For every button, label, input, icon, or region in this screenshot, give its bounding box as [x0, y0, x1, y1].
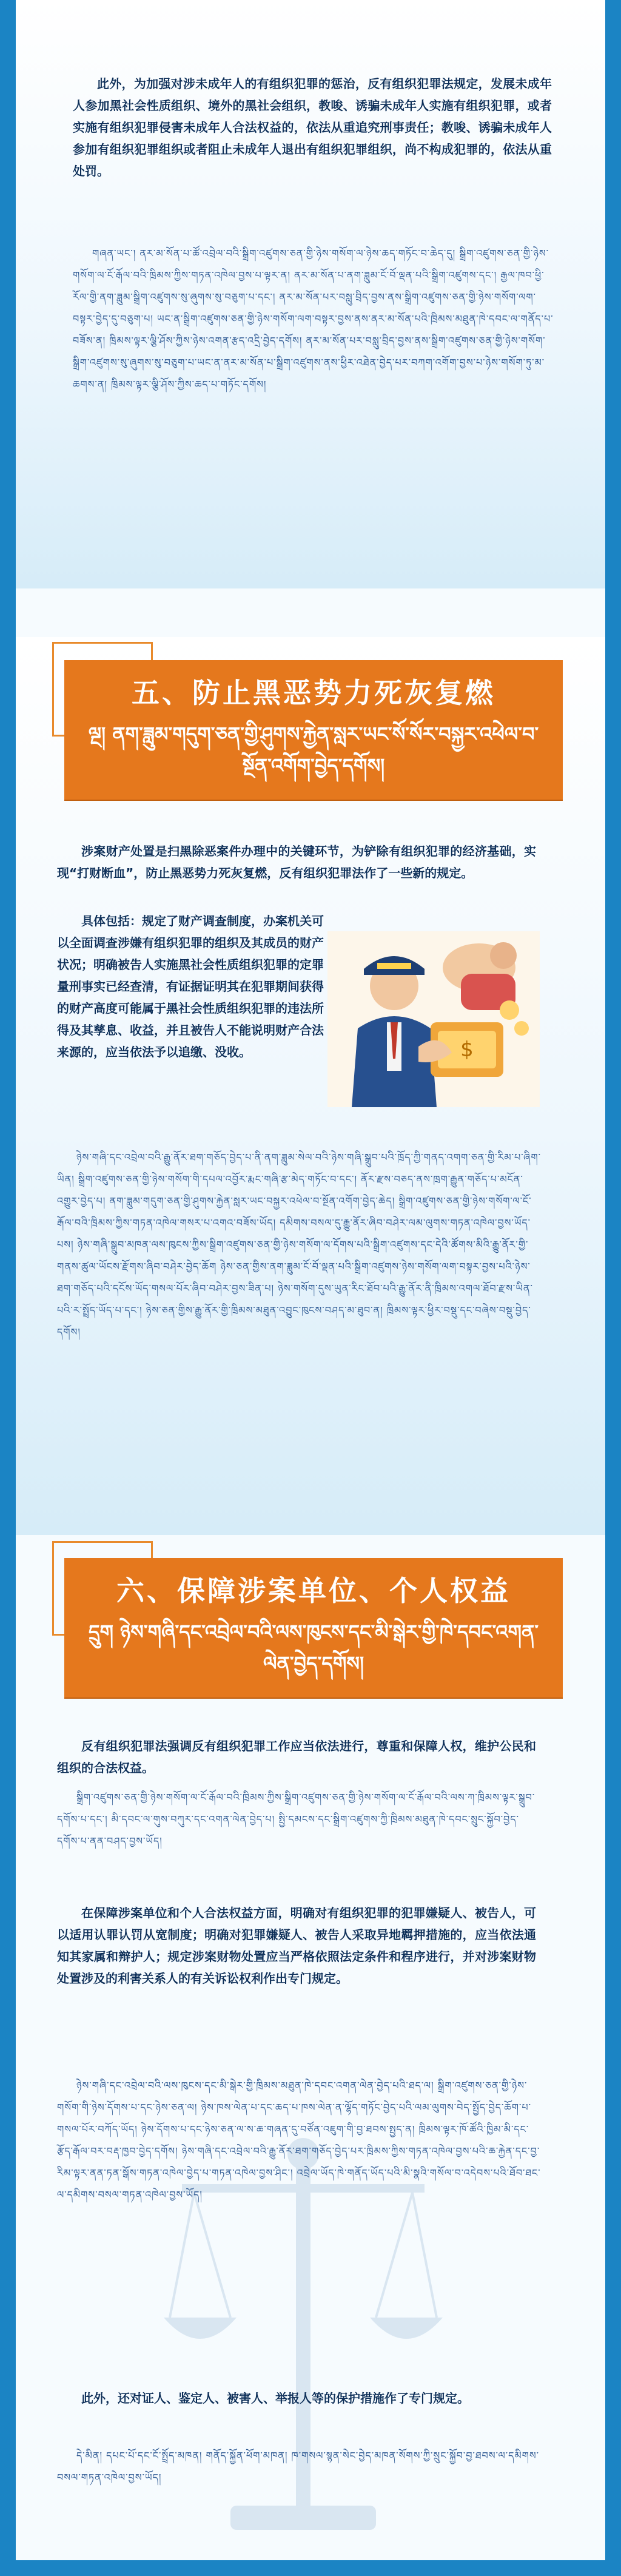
section5-title-zh-front: 五、防止黑恶势力死灰复燃 — [132, 676, 495, 709]
svg-text:$: $ — [460, 1037, 474, 1062]
section5-zh-para1: 涉案财产处置是扫黑除恶案件办理中的关键环节，为铲除有组织犯罪的经济基础，实现“打财断血”，防止黑恶势力死灰复燃，反有组织犯罪法作了一些新的规定。 — [57, 844, 536, 880]
section5-bo-paragraph: ཉེས་གཞི་དང་འབྲེལ་བའི་རྒྱུ་ནོར་ཐག་གཅོད་བྱེད་པ་ནི་ནག་ཟླུམ་སེལ་བའི་ཉེས་གཞི་སྒྲུབ་པའི་ཁྲོད་ཀྱི་གནད་འགག་ཅན་གྱི་རིམ་པ་ཞིག་ཡིན། སྒྲིག་འཛུགས་ཅན་གྱི་ཉེས་གསོག་གི་དཔལ་འབྱོར་རྨང་གཞི་རྩ་མེད་གཏོང་བ་དང་། ནོར་རྫས་བཅད་ནས་ཁྲག་རྒྱུན་གཅོད་པ་མངོན་འགྱུར་བྱེད་པ། ནག་ཟླུམ་གདུག་ཅན་གྱི་ཤུགས་རྐྱེན་སླར་ཡང་བསྐྱར་འཕེལ་བ་སྔོན་འགོག་བྱེད་ཆེད། སྒྲིག་འཛུགས་ཅན་གྱི་ཉེས་གསོག་ལ་ངོ་རྒོལ་བའི་ཁྲིམས་ཀྱིས་གཏན་འཁེལ་གསར་པ་འགའ་བཟོས་ཡོད། དམིགས་བསལ་དུ་རྒྱུ་ནོར་ཞིབ་བཤེར་ལམ་ལུགས་གཏན་འཁེལ་བྱས་ཡོད་པས། ཉེས་གཞི་སྒྲུབ་མཁན་ལས་ཁུངས་ཀྱིས་སྒྲིག་འཛུགས་ཅན་གྱི་ཉེས་གསོག་ལ་དོགས་པའི་སྒྲིག་འཛུགས་དང་དེའི་ཚོགས་མིའི་རྒྱུ་ནོར་གྱི་གནས་ཚུལ་ཡོངས་རྫོགས་ཞིབ་བཤེར་བྱེད་ཆོག ཉེས་ཅན་གྱིས་ནག་ཟླུམ་ངོ་བོ་ལྡན་པའི་སྒྲིག་འཛུགས་ཉེས་གསོག་ལག་བསྟར་བྱས་པའི་ཉེས་ཐག་གཅོད་པའི་དངོས་ཡོད་གསལ་པོར་ཞིབ་བཤེར་བྱས་ཟིན་པ། ཉེས་གསོག་དུས་ཡུན་རིང་ཐོབ་པའི་རྒྱུ་ནོར་ནི་ཁྲིམས་འགལ་ཐོབ་རྫས་ཡིན་པའི་ར་སྤྲོད་ཡོད་པ་དང་། ཉེས་ཅན་གྱིས་རྒྱུ་ནོར་གྱི་ཁྲིམས་མཐུན་འབྱུང་ཁུངས་བཤད་མ་ཐུབ་ན། ཁྲིམས་ལྟར་ཕྱིར་བསྡུ་དང་བཞེས་བསྡུ་བྱེད་དགོས། — [57, 1151, 541, 1338]
intro-panel — [16, 0, 605, 588]
intro-bo-paragraph: གཞན་ཡང་། ནར་མ་སོན་པ་ཚོ་འབྲེལ་བའི་སྒྲིག་འཛུགས་ཅན་གྱི་ཉེས་གསོག་ལ་ཉེས་ཆད་གཏོང་བ་ཆེད་དུ། སྒྲིག་འཛུགས་ཅན་གྱི་ཉེས་གསོག་ལ་ངོ་རྒོལ་བའི་ཁྲིམས་ཀྱིས་གཏན་འཁེལ་བྱས་པ་ལྟར་ན། ནར་མ་སོན་པ་ནག་ཟླུམ་ངོ་བོ་ལྡན་པའི་སྒྲིག་འཛུགས་དང་། རྒྱལ་ཁབ་ཕྱི་རོལ་གྱི་ནག་ཟླུམ་སྒྲིག་འཛུགས་སུ་ཞུགས་སུ་བཅུག་པ་དང་། ནར་མ་སོན་པར་བསླུ་བྲིད་བྱས་ནས་སྒྲིག་འཛུགས་ཅན་གྱི་ཉེས་གསོག་ལག་བསྟར་བྱེད་དུ་བཅུག་པ། ཡང་ན་སྒྲིག་འཛུགས་ཅན་གྱི་ཉེས་གསོག་ལག་བསྟར་བྱས་ནས་ནར་མ་སོན་པའི་ཁྲིམས་མཐུན་ཁེ་དབང་ལ་གནོད་པ་བཟོས་ན། ཁྲིམས་ལྟར་ལྕི་ཤོས་ཀྱིས་ཉེས་འགན་རྩད་འདྲི་བྱེད་དགོས། ནར་མ་སོན་པར་བསླུ་བྲིད་བྱས་ནས་སྒྲིག་འཛུགས་ཅན་གྱི་ཉེས་གསོག་སྒྲིག་འཛུགས་སུ་ཞུགས་སུ་བཅུག་པ་ཡང་ན་ནར་མ་སོན་པ་སྒྲིག་འཛུགས་ནས་ཕྱིར་འཐེན་བྱེད་པར་བཀག་འགོག་བྱས་པ་ཉེས་གསོག་ཏུ་མ་ཆགས་ན། ཁྲིམས་ལྟར་ལྕི་ཤོས་ཀྱིས་ཆད་པ་གཏོང་དགོས། — [73, 248, 554, 390]
section5-zh-para2 — [57, 910, 324, 1063]
section6-zh-para1: 反有组织犯罪法强调反有组织犯罪工作应当依法进行，尊重和保障人权，维护公民和组织的合法权益。 — [57, 1739, 536, 1775]
section6-zh-para3: 此外，还对证人、鉴定人、被害人、举报人等的保护措施作了专门规定。 — [81, 2391, 469, 2406]
section5-title-bo-front: ལྔ། ནག་ཟླུམ་གདུག་ཅན་གྱི་ཤུགས་རྐྱེན་སླར་ཡང་སོ་སོར་བསྐྱར་འཕེལ་བ་སྔོན་འགོག་བྱེད་དགོས། — [88, 723, 539, 777]
section6-title-zh: 六、保障涉案单位、个人权益 — [116, 1574, 511, 1607]
section5-heading-front — [64, 660, 563, 800]
section5-zh-para2-text: 具体包括：规定了财产调查制度，办案机关可以全面调查涉嫌有组织犯罪的组织及其成员的财产状况；明确被告人实施黑社会性质组织犯罪的定罪量刑事实已经查清，有证据证明其在犯罪期间获得的财产高度可能属于黑社会性质组织犯罪的违法所得及其孳息、收益，并且被告人不能说明财产合法来源的，应当依法予以追缴、没收。 — [57, 914, 324, 1059]
intro-zh-paragraph: 此外，为加强对涉未成年人的有组织犯罪的惩治，反有组织犯罪法规定，发展未成年人参加黑社会性质组织、境外的黑社会组织，教唆、诱骗未成年人实施有组织犯罪，或者实施有组织犯罪侵害未成年人合法权益的，依法从重追究刑事责任；教唆、诱骗未成年人参加有组织犯罪组织或者阻止未成年人退出有组织犯罪组织，尚不构成犯罪的，依法从重处罚。 — [73, 76, 552, 178]
police-officer-illustration — [327, 931, 540, 1107]
section6-bo-para1: སྒྲིག་འཛུགས་ཅན་གྱི་ཉེས་གསོག་ལ་ངོ་རྒོལ་བའི་ཁྲིམས་ཀྱིས་སྒྲིག་འཛུགས་ཅན་གྱི་ཉེས་གསོག་ལ་ངོ་རྒོལ་བའི་ལས་ཀ་ཁྲིམས་ལྟར་སྒྲུབ་དགོས་པ་དང་། མི་དབང་ལ་གུས་བཀུར་དང་འགན་ལེན་བྱེད་པ། སྤྱི་དམངས་དང་སྒྲིག་འཛུགས་ཀྱི་ཁྲིམས་མཐུན་ཁེ་དབང་སྲུང་སྐྱོབ་བྱེད་དགོས་པ་ནན་བཤད་བྱས་ཡོད། — [57, 1792, 535, 1847]
section6-heading — [64, 1558, 563, 1698]
section6-bo-para3: དེ་མིན། དཔང་པོ་དང་ངོ་སྤྲོད་མཁན། གནོད་སྐྱོན་ཕོག་མཁན། ཁ་གསལ་སྙན་སེང་བྱེད་མཁན་སོགས་ཀྱི་སྲུང་སྐྱོབ་བྱ་ཐབས་ལ་དམིགས་བསལ་གཏན་འཁེལ་བྱས་ཡོད། — [57, 2450, 540, 2483]
section6-bo-para2: ཉེས་གཞི་དང་འབྲེལ་བའི་ལས་ཁུངས་དང་མི་སྒེར་གྱི་ཁྲིམས་མཐུན་ཁེ་དབང་འགན་ལེན་བྱེད་པའི་ཐད་ལ། སྒྲིག་འཛུགས་ཅན་གྱི་ཉེས་གསོག་གི་ཉེས་དོགས་པ་དང་ཉེས་ཅན་ལ། ཉེས་ཁས་ལེན་པ་དང་ཆད་པ་ཁས་ལེན་ན་ལྷོད་གཏོང་བྱེད་པའི་ལམ་ལུགས་བེད་སྤྱོད་བྱེད་ཆོག་པ་གསལ་པོར་བཀོད་ཡོད། ཉེས་དོགས་པ་དང་ཉེས་ཅན་ལ་ས་ཆ་གཞན་དུ་བཙོན་འཇུག་གི་བྱ་ཐབས་སྤྱད་ན། ཁྲིམས་ལྟར་ཁོ་ཚོའི་ཁྱིམ་མི་དང་རྩོད་རྒོལ་བར་བརྡ་ཁྱབ་བྱེད་དགོས། ཉེས་གཞི་དང་འབྲེལ་བའི་རྒྱུ་ནོར་ཐག་གཅོད་བྱེད་པར་ཁྲིམས་ཀྱིས་གཏན་འཁེལ་བྱས་པའི་ཆ་རྐྱེན་དང་བྱ་རིམ་ལྟར་ནན་ཏན་སྒོས་གཏན་འཁེལ་བྱེད་པ་གཏན་འཁེལ་བྱས་ཤིང་། འབྲེལ་ཡོད་ཁེ་གནོད་ཡོད་པའི་མི་སྣའི་གསོལ་བ་འདེབས་པའི་ཐོབ་ཐང་ལ་དམིགས་བསལ་གཏན་འཁེལ་བྱས་ཡོད། — [57, 2080, 541, 2200]
section6-title-bo: དྲུག ཉེས་གཞི་དང་འབྲེལ་བའི་ལས་ཁུངས་དང་མི་སྒེར་གྱི་ཁེ་དབང་འགན་ལེན་བྱེད་དགོས། — [88, 1620, 539, 1675]
section6-zh-para2: 在保障涉案单位和个人合法权益方面，明确对有组织犯罪的犯罪嫌疑人、被告人，可以适用认罪认罚从宽制度；明确对犯罪嫌疑人、被告人采取异地羁押措施的，应当依法通知其家属和辩护人；规定涉案财物处置应当严格依照法定条件和程序进行，并对涉案财物处置涉及的利害关系人的有关诉讼权利作出专门规定。 — [57, 1906, 536, 1986]
